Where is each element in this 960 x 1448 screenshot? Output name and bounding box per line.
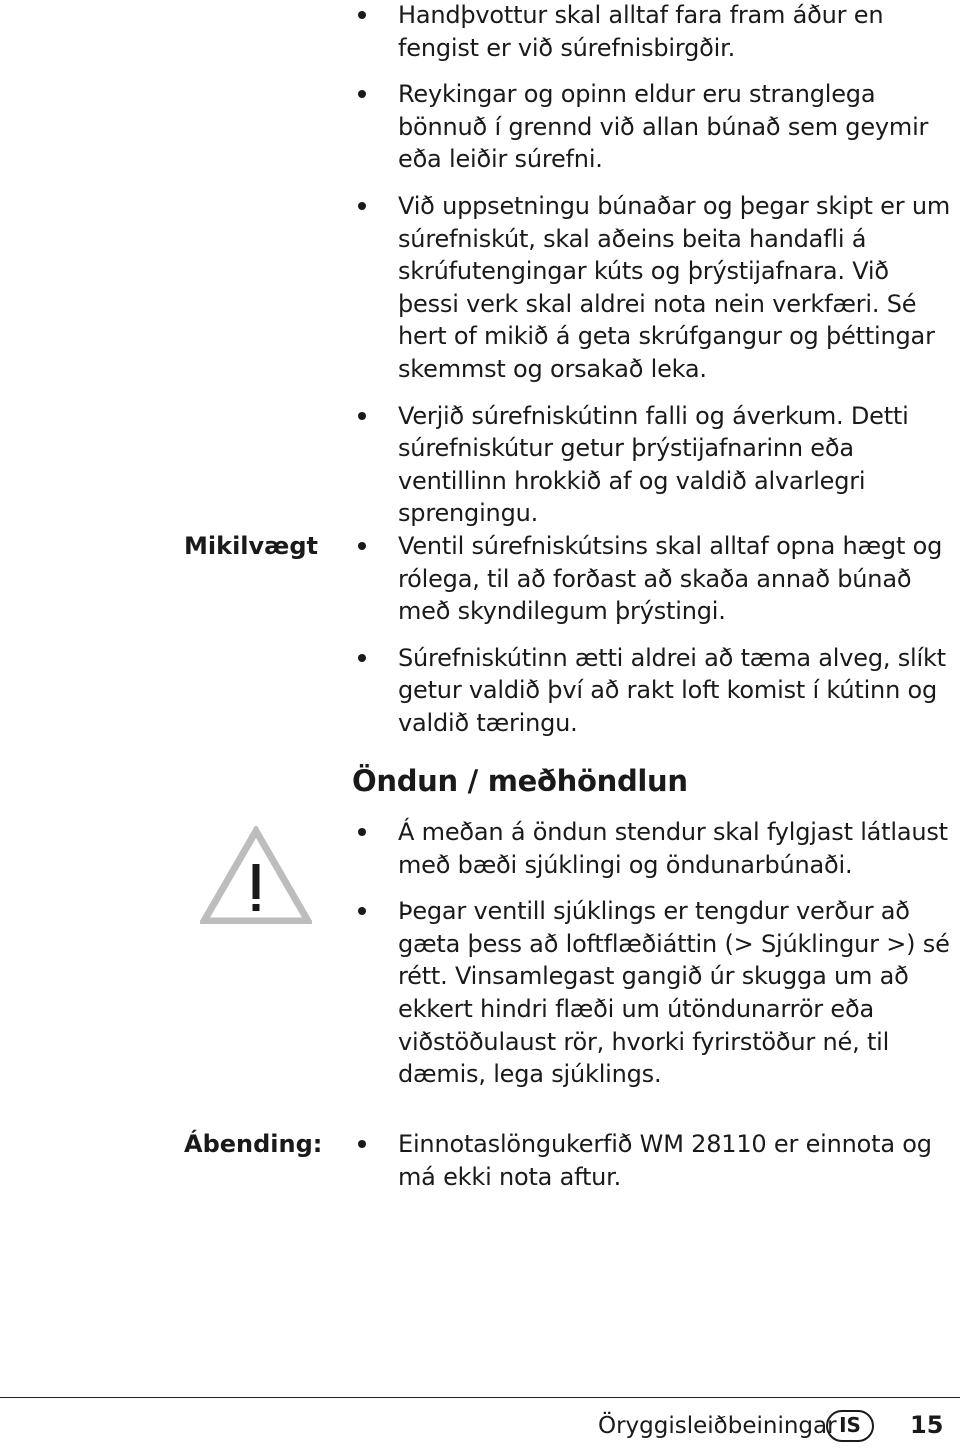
section-heading: Öndun / meðhöndlun	[352, 764, 688, 798]
list-item: Súrefniskútinn ætti aldrei að tæma alveg, slíkt getur valdið því að rakt loft komist í kútinn og valdið tæringu.	[354, 642, 956, 740]
footer-divider	[0, 1397, 960, 1398]
footer-title: Öryggisleiðbeiningar	[598, 1413, 837, 1439]
warning-triangle-icon	[200, 826, 312, 924]
list-item: Reykingar og opinn eldur eru stranglega bönnuð í grennd við allan búnað sem geymir eða leiðir súrefni.	[354, 78, 956, 176]
list-item: Verjið súrefniskútinn falli og áverkum. Detti súrefniskútur getur þrýstijafnarinn eða ventillinn hrokkið af og valdið alvarlegri sprengingu.	[354, 400, 956, 530]
warnings-continued-list	[354, 0, 956, 530]
list-item: Ventil súrefniskútsins skal alltaf opna hægt og rólega, til að forðast að skaða annað búnað með skyndilegum þrýstingi.	[354, 530, 956, 628]
note-list	[354, 1128, 956, 1193]
language-badge: IS	[826, 1410, 874, 1442]
important-list	[354, 530, 956, 740]
list-item: Á meðan á öndun stendur skal fylgjast látlaust með bæði sjúklingi og öndunarbúnaði.	[354, 816, 956, 881]
important-label: Mikilvægt	[184, 532, 318, 560]
list-item: Handþvottur skal alltaf fara fram áður en fengist er við súrefnisbirgðir.	[354, 0, 956, 64]
note-label: Ábending:	[184, 1130, 323, 1158]
list-item: Við uppsetningu búnaðar og þegar skipt er um súrefniskút, skal aðeins beita handafli á skrúfutengingar kúts og þrýstijafnara. Við þessi verk skal aldrei nota nein verkfæri. Sé hert of mikið á geta skrúfgangur og þéttingar skemmst og orsakað leka.	[354, 190, 956, 386]
section-list	[354, 816, 956, 1091]
page-number: 15	[910, 1411, 944, 1439]
list-item: Einnotaslöngukerfið WM 28110 er einnota og má ekki nota aftur.	[354, 1128, 956, 1193]
list-item: Þegar ventill sjúklings er tengdur verður að gæta þess að loftflæðiáttin (> Sjúklingur >) sé rétt. Vinsamlegast gangið úr skugga um að ekkert hindri flæði um útöndunarrör eða viðstöðulaust rör, hvorki fyrirstöður né, til dæmis, lega sjúklings.	[354, 895, 956, 1091]
